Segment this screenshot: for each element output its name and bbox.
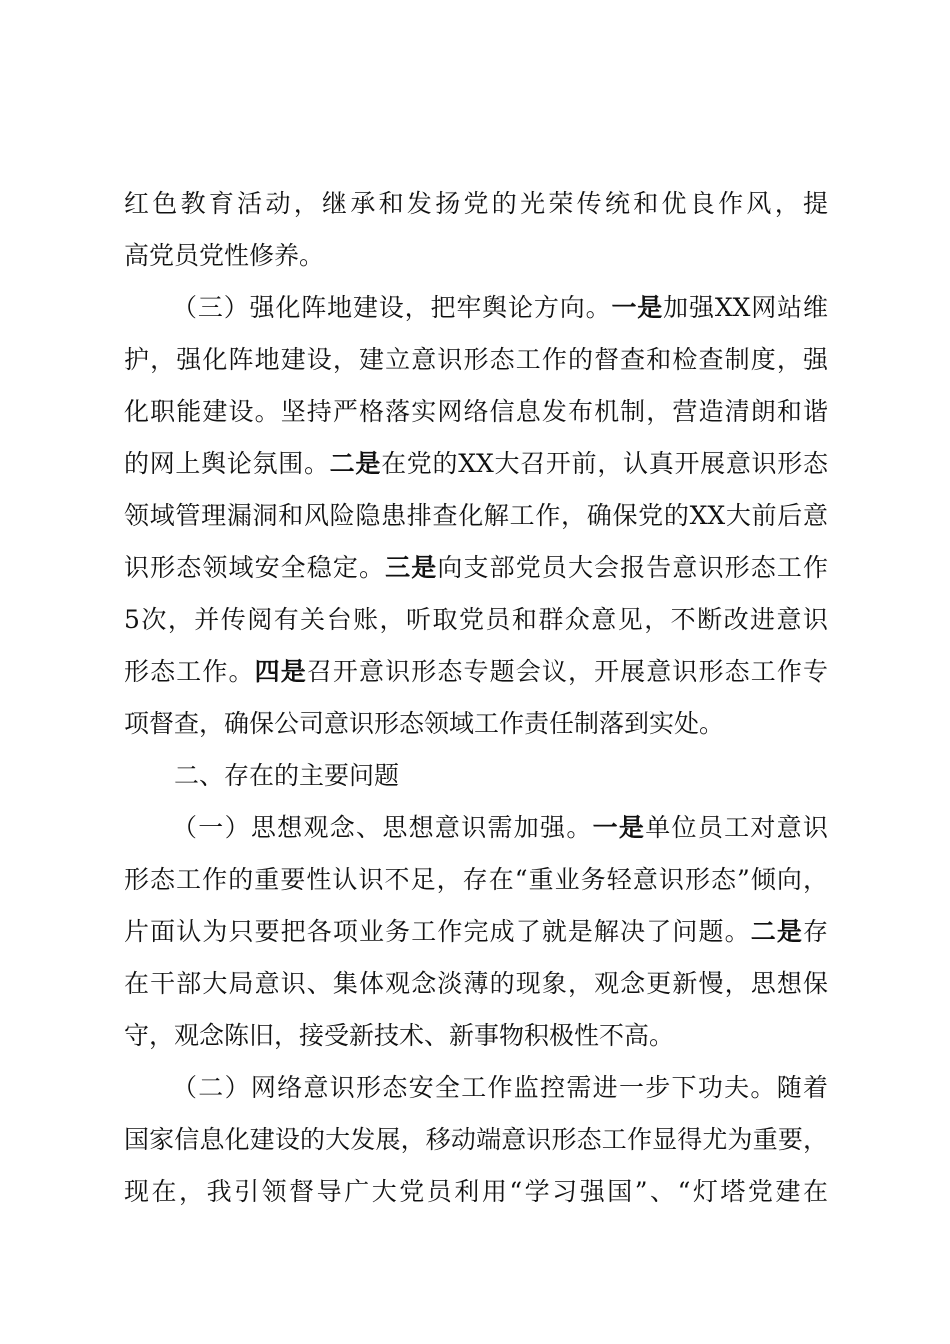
section-heading-one: （一）思想观念、思想意识需加强。一是单位员工对意识 [172,813,828,842]
section-heading-three: （三）强化阵地建设，把牢舆论方向。一是加强XX网站维 [172,293,828,322]
emphasis-label: 四是 [254,657,307,686]
text-line: 化职能建设。坚持严格落实网络信息发布机制，营造清朗和谐 [124,397,828,426]
document-page [124,178,828,1218]
emphasis-label: 一是 [592,813,646,842]
text-line: 5次，并传阅有关台账，听取党员和群众意见，不断改进意识 [124,605,828,634]
text-line: 片面认为只要把各项业务工作完成了就是解决了问题。二是存 [124,917,828,946]
text-line: 高党员党性修养。 [124,241,325,270]
text-line: 领域管理漏洞和风险隐患排查化解工作，确保党的XX大前后意 [124,501,828,530]
text-line: 识形态领域安全稳定。三是向支部党员大会报告意识形态工作 [124,553,828,582]
emphasis-label: 二是 [329,449,382,478]
chapter-heading-two: 二、存在的主要问题 [174,761,400,790]
text-line: 项督查，确保公司意识形态领域工作责任制落到实处。 [124,709,725,738]
text-line: 守，观念陈旧，接受新技术、新事物积极性不高。 [124,1021,675,1050]
text-line: 国家信息化建设的大发展，移动端意识形态工作显得尤为重要， [124,1125,828,1154]
text-line: 红色教育活动，继承和发扬党的光荣传统和优良作风，提 [124,189,828,218]
section-heading-two: （二）网络意识形态安全工作监控需进一步下功夫。随着 [172,1073,828,1102]
text-line: 现在，我引领督导广大党员利用“学习强国”、“灯塔党建在 [124,1177,828,1206]
emphasis-label: 三是 [385,553,438,582]
text-line: 形态工作的重要性认识不足，存在“重业务轻意识形态”倾向， [124,865,828,894]
emphasis-label: 二是 [750,917,803,946]
text-line: 在干部大局意识、集体观念淡薄的现象，观念更新慢，思想保 [124,969,828,998]
text-line: 形态工作。四是召开意识形态专题会议，开展意识形态工作专 [124,657,828,686]
text-line: 的网上舆论氛围。二是在党的XX大召开前，认真开展意识形态 [124,449,828,478]
emphasis-label: 一是 [611,293,664,322]
text-line: 护，强化阵地建设，建立意识形态工作的督查和检查制度，强 [124,345,828,374]
